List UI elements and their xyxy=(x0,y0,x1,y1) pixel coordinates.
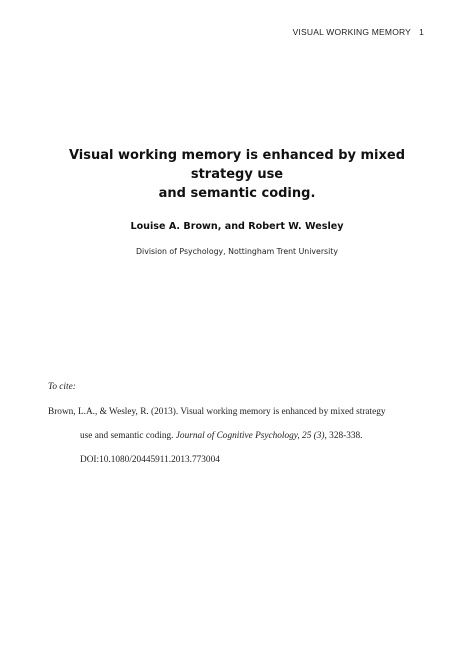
page-number: 1 xyxy=(419,27,424,37)
citation-label: To cite: xyxy=(48,382,76,392)
paper-title xyxy=(40,146,434,203)
citation-line-2-prefix: use and semantic coding. xyxy=(80,431,176,441)
citation-line-2-suffix: , 328-338. xyxy=(324,431,363,441)
citation-line-2 xyxy=(80,431,363,441)
citation-doi: DOI:10.1080/20445911.2013.773004 xyxy=(80,455,220,465)
author-affiliation: Division of Psychology, Nottingham Trent University xyxy=(136,247,338,256)
paper-title-line-1: Visual working memory is enhanced by mixed strategy use xyxy=(68,148,406,182)
running-head xyxy=(293,27,424,37)
paper-authors: Louise A. Brown, and Robert W. Wesley xyxy=(130,221,344,232)
citation-line-1: Brown, L.A., & Wesley, R. (2013). Visual working memory is enhanced by mixed strategy xyxy=(48,407,386,417)
paper-title-line-2: and semantic coding. xyxy=(158,186,316,201)
running-head-title: VISUAL WORKING MEMORY xyxy=(292,27,412,37)
citation-journal: Journal of Cognitive Psychology, 25 (3) xyxy=(175,431,325,441)
